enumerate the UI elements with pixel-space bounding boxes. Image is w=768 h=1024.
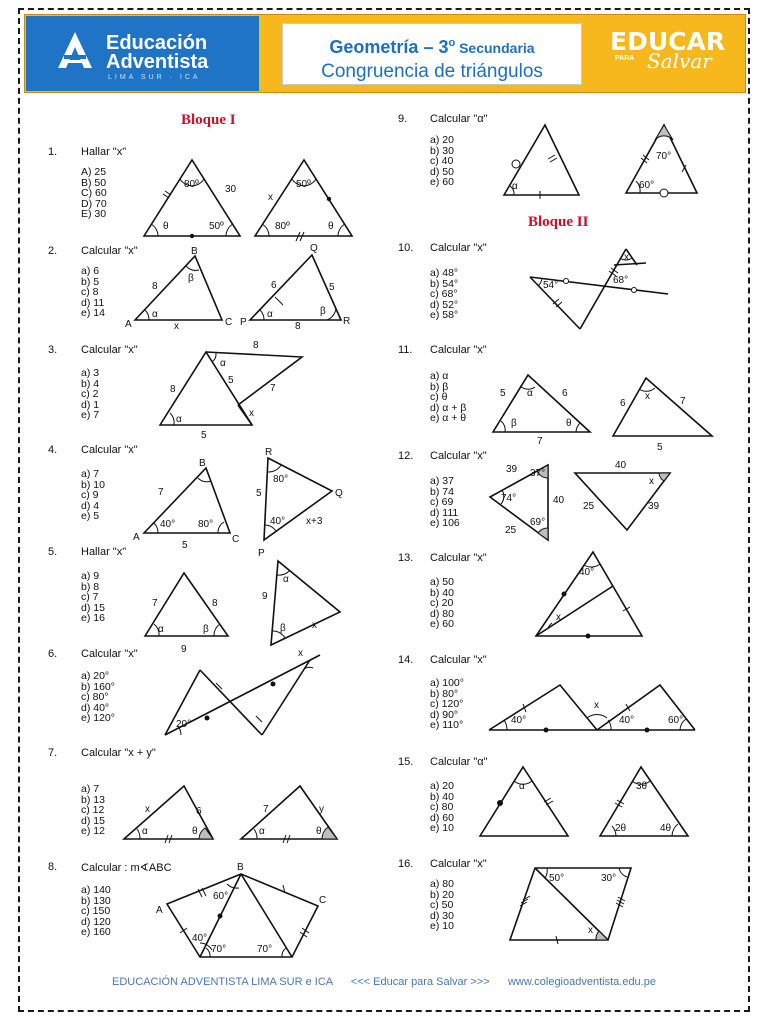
figure-label: 4θ	[660, 823, 672, 834]
option: d) 30	[430, 909, 454, 922]
option: d) 15	[81, 814, 105, 827]
option: c) 120°	[430, 698, 464, 710]
figure-label: B	[191, 246, 198, 257]
problem-number: 9.	[398, 113, 408, 125]
option: e) 7	[81, 409, 100, 421]
option: e) 110°	[430, 719, 464, 731]
figure-label: 40	[615, 460, 627, 471]
figure-label: 7	[537, 436, 543, 447]
problem-question: Calcular "x"	[430, 654, 487, 666]
figure-label: 8	[152, 281, 158, 292]
figure-label: 6	[620, 398, 626, 409]
figure-label: 7	[270, 383, 276, 394]
figure-label: 80º	[275, 221, 290, 232]
problem-number: 4.	[48, 444, 58, 456]
bloque-1-heading: Bloque I	[181, 112, 236, 128]
option: d) 60	[430, 811, 454, 824]
figure-label: x	[268, 192, 273, 203]
option: a) 48°	[430, 267, 459, 279]
figure-label: 80°	[198, 519, 214, 530]
problem-number: 16.	[398, 858, 414, 870]
problem-question: Hallar "x"	[81, 546, 127, 558]
option: b) 160°	[81, 680, 115, 693]
option: c) 2	[81, 388, 99, 400]
figure-label: 7	[158, 487, 164, 498]
figure-label: 6	[196, 806, 202, 817]
figure-label: C	[232, 534, 240, 545]
figure-label: 30	[225, 184, 237, 195]
logo-text-line2: Adventista	[106, 51, 209, 73]
option: e) 58°	[430, 309, 459, 321]
figure-label: 2θ	[615, 823, 627, 834]
figure-label: 30°	[601, 873, 617, 884]
option: d) 1	[81, 398, 100, 411]
option: c) 150	[81, 905, 111, 917]
option: c) 8	[81, 286, 99, 298]
figure-label: 8	[253, 340, 259, 351]
option: c) 7	[81, 591, 99, 603]
figure-label: Q	[335, 488, 343, 499]
option: a) 3	[81, 367, 100, 379]
figure-label: 7	[263, 804, 269, 815]
figure-label: 5	[329, 282, 335, 293]
figure-label: x	[624, 252, 629, 263]
figure-label: 7	[680, 396, 686, 407]
option: b) 130	[81, 894, 111, 907]
figure-label: 69°	[530, 517, 546, 528]
figure-label: 7	[152, 598, 158, 609]
brand-script: Salvar	[647, 49, 712, 73]
option: b) 20	[430, 888, 454, 901]
figure-label: 5	[182, 540, 188, 551]
problem-question: Calcular "x"	[430, 450, 487, 462]
option: b) 13	[81, 793, 105, 806]
figure-label: x	[145, 804, 150, 815]
option: b) 40	[430, 586, 454, 599]
figure-label: x	[588, 925, 593, 936]
worksheet-subject: Geometría – 3$^o$ Secundaria	[329, 37, 535, 57]
figure-label: θ	[316, 826, 322, 837]
option: c) 9	[81, 489, 99, 501]
figure-label: β	[203, 624, 209, 635]
figure-label: α	[220, 358, 226, 369]
figure-label: 37°	[530, 468, 546, 479]
problem-number: 1.	[48, 146, 58, 158]
option: b) 4	[81, 377, 100, 390]
option: d) 52°	[430, 298, 459, 311]
problem-question: Calcular "x"	[81, 344, 138, 356]
option: e) 160	[81, 926, 111, 938]
figure-label: Q	[310, 243, 318, 254]
figure-label: 39	[506, 464, 518, 475]
option: e) 60	[430, 176, 454, 188]
option: B) 50	[81, 176, 107, 189]
option: a) 20°	[81, 670, 110, 682]
figure-label: P	[258, 548, 265, 559]
option: b) 54°	[430, 277, 459, 290]
figure-label: α	[283, 574, 289, 585]
figure-label: 40	[553, 495, 565, 506]
figure-label: 5	[657, 442, 663, 453]
figure-label: 5	[228, 375, 234, 386]
figure-label: 40°	[160, 519, 176, 530]
problem-number: 15.	[398, 756, 414, 768]
figure-label: 54°	[543, 280, 559, 291]
logo-text-line3: LIMA SUR · ICA	[108, 74, 201, 81]
option: d) 4	[81, 499, 100, 512]
problem-question: Calcular : m∢ABC	[81, 862, 172, 874]
option: d) 111	[430, 506, 459, 519]
option: c) θ	[430, 391, 448, 403]
option: a) 20	[430, 780, 454, 792]
figure-label: 6	[271, 280, 277, 291]
option: d) α + β	[430, 401, 467, 414]
figure-label: x	[594, 700, 599, 711]
figure-label: x	[649, 476, 654, 487]
option: d) 15	[81, 601, 105, 614]
option: a) 7	[81, 468, 100, 480]
figure-label: θ	[192, 826, 198, 837]
figure-label: θ	[328, 221, 334, 232]
figure-label: 40°	[270, 516, 286, 527]
problem-question: Calcular "x"	[81, 444, 138, 456]
figure-label: B	[199, 458, 206, 469]
option: d) 50	[430, 165, 454, 178]
option: a) 80	[430, 878, 454, 890]
option: c) 50	[430, 899, 454, 911]
figure-label: 25	[583, 501, 595, 512]
problem-question: Calcular "α"	[430, 756, 488, 768]
problem-question: Calcular "x"	[430, 858, 487, 870]
option: b) 8	[81, 580, 100, 593]
problem-question: Calcular "x + y"	[81, 747, 156, 759]
figure-label: α	[519, 781, 525, 792]
figure-label: P	[240, 317, 247, 328]
figure-label: 60°	[213, 891, 229, 902]
option: d) 40°	[81, 701, 110, 714]
problem-question: Calcular "x"	[430, 552, 487, 564]
option: a) 9	[81, 570, 100, 582]
option: c) 68°	[430, 288, 458, 300]
problem-question: Calcular "x"	[430, 242, 487, 254]
figure-label: 80º	[184, 179, 199, 190]
problem-question: Calcular "α"	[430, 113, 488, 125]
figure-label: R	[343, 316, 351, 327]
figure-label: 6	[562, 388, 568, 399]
option: e) 5	[81, 510, 100, 522]
option: a) 20	[430, 134, 454, 146]
problem-number: 5.	[48, 546, 58, 558]
figure-label: 5	[256, 488, 262, 499]
figure-label: 39	[648, 501, 660, 512]
problem-number: 13.	[398, 552, 414, 564]
option: a) 37	[430, 475, 454, 487]
option: b) 40	[430, 790, 454, 803]
figure-label: α	[259, 826, 265, 837]
figure-label: 3θ	[636, 781, 648, 792]
figure-label: 50°	[549, 873, 565, 884]
option: e) 120°	[81, 712, 115, 724]
figure-label: 74°	[501, 493, 517, 504]
option: b) 10	[81, 478, 105, 491]
figure-label: x	[249, 408, 254, 419]
option: C) 60	[81, 187, 107, 199]
option: d) 80	[430, 607, 454, 620]
brand-word: EDUCAR	[610, 27, 726, 56]
problem-number: 10.	[398, 242, 414, 254]
logo-text-line1: Educación	[106, 32, 208, 54]
figure-label: 9	[181, 644, 187, 655]
bloque-2-heading: Bloque II	[528, 214, 589, 230]
problem-number: 11.	[398, 344, 413, 356]
figure-label: 70°	[656, 151, 672, 162]
figure-label: A	[156, 905, 163, 916]
option: D) 70	[81, 197, 107, 210]
worksheet-topic: Congruencia de triángulos	[321, 61, 543, 82]
option: b) 5	[81, 275, 100, 288]
option: e) 10	[430, 822, 454, 834]
figure-label: β	[511, 418, 517, 429]
figure-label: 80°	[273, 474, 289, 485]
page-footer: EDUCACIÓN ADVENTISTA LIMA SUR e ICA <<< Educar para Salvar >>> www.colegioadventista.edu.pe	[112, 976, 656, 988]
figure-label: x	[312, 620, 317, 631]
option: c) 80	[430, 801, 454, 813]
problem-number: 2.	[48, 245, 58, 257]
figure-label: α	[267, 309, 273, 320]
figure-label: 70°	[211, 944, 227, 955]
figure-label: x	[298, 648, 303, 659]
option: c) 40	[430, 155, 454, 167]
option: b) 80°	[430, 687, 459, 700]
problem-question: Hallar "x"	[81, 146, 127, 158]
figure-label: α	[176, 414, 182, 425]
figure-label: α	[512, 181, 518, 192]
option: e) 12	[81, 825, 105, 837]
option: a) 7	[81, 783, 100, 795]
figure-label: 40°	[192, 933, 208, 944]
figure-label: C	[319, 895, 327, 906]
option: c) 12	[81, 804, 105, 816]
figure-label: x	[645, 391, 650, 402]
figure-label: 70°	[257, 944, 273, 955]
figure-label: 40°	[579, 567, 595, 578]
figure-label: y	[319, 804, 324, 815]
problem-question: Calcular "x"	[81, 245, 138, 257]
option: a) 6	[81, 265, 100, 277]
option: e) 60	[430, 618, 454, 630]
figure-label: 50º	[296, 179, 311, 190]
figure-label: 5	[500, 388, 506, 399]
figure-label: α	[527, 388, 533, 399]
figure-label: θ	[163, 221, 169, 232]
figure-label: 8	[295, 321, 301, 332]
figure-label: α	[142, 826, 148, 837]
figure-label: 50º	[209, 221, 224, 232]
figure-label: A	[125, 319, 132, 330]
figure-label: 60°	[639, 180, 655, 191]
option: b) β	[430, 380, 449, 393]
option: b) 74	[430, 485, 454, 498]
figure-label: β	[188, 273, 194, 284]
figure-label: x	[174, 321, 179, 332]
figure-label: C	[225, 317, 233, 328]
option: c) 69	[430, 496, 454, 508]
figure-label: x	[556, 612, 561, 623]
figure-label: 8	[170, 384, 176, 395]
problem-number: 3.	[48, 344, 58, 356]
figure-label: 68°	[613, 275, 629, 286]
brand-small: PARA	[615, 55, 635, 62]
option: e) 106	[430, 517, 460, 529]
figure-label: B	[237, 862, 244, 873]
option: c) 20	[430, 597, 454, 609]
problem-number: 14.	[398, 654, 414, 666]
option: e) 10	[430, 920, 454, 932]
figure-label: 25	[505, 525, 517, 536]
option: c) 80°	[81, 691, 109, 703]
figure-label: α	[152, 309, 158, 320]
option: e) 16	[81, 612, 105, 624]
option: a) 50	[430, 576, 454, 588]
figure-label: 40°	[511, 715, 527, 726]
option: b) 30	[430, 144, 454, 157]
option: a) 100°	[430, 677, 464, 689]
problem-question: Calcular "x"	[81, 648, 138, 660]
problem-number: 6.	[48, 648, 58, 660]
figure-label: 8	[212, 598, 218, 609]
figure-label: 5	[201, 430, 207, 441]
figure-label: 60°	[668, 715, 684, 726]
figure-label: 9	[262, 591, 268, 602]
figure-label: β	[280, 623, 286, 634]
figure-label: α	[158, 624, 164, 635]
option: E) 30	[81, 208, 107, 220]
figure-label: 40°	[619, 715, 635, 726]
option: a) α	[430, 370, 449, 382]
option: e) α + θ	[430, 412, 467, 424]
option: d) 120	[81, 915, 111, 928]
figure-label: θ	[566, 418, 572, 429]
option: e) 14	[81, 307, 105, 319]
figure-label: β	[320, 306, 326, 317]
problem-question: Calcular "x"	[430, 344, 487, 356]
figure-label: x+3	[306, 516, 323, 527]
option: A) 25	[81, 166, 107, 178]
problem-number: 7.	[48, 747, 58, 759]
option: a) 140	[81, 884, 111, 896]
option: d) 90°	[430, 708, 459, 721]
option: d) 11	[81, 296, 105, 309]
problem-number: 12.	[398, 450, 414, 462]
figure-label: 20°	[176, 719, 192, 730]
figure-label: R	[265, 447, 273, 458]
problem-number: 8.	[48, 861, 58, 873]
figure-label: A	[133, 532, 140, 543]
